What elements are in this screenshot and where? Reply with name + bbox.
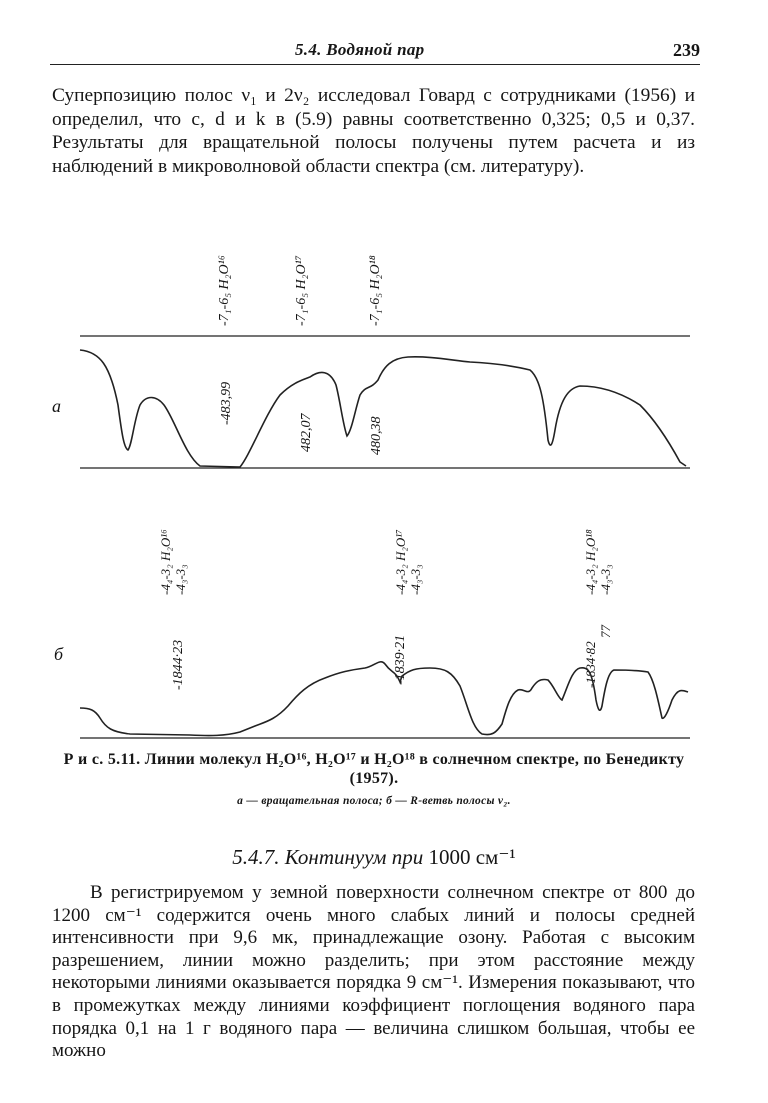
panel-a-label: а xyxy=(52,396,61,416)
figure-5-11 xyxy=(40,200,710,760)
header-rule xyxy=(50,64,700,65)
page-number: 239 xyxy=(673,40,700,60)
spectrum-figure xyxy=(40,200,710,760)
figure-caption: Р и с. 5.11. Линии молекул H₂O¹⁶, H₂O¹⁷ и H₂O¹⁸ в солнечном спектре, по Бенедикту (1957). xyxy=(63,751,685,787)
panel-a-value-label-1: -483,99 xyxy=(219,381,234,425)
panel-b-line-label-5: -4₄-3₂ H₂O¹⁸ xyxy=(583,529,598,595)
section-heading xyxy=(50,845,698,870)
panel-b-line-label-2: -4₃-3₃ xyxy=(173,564,188,595)
panel-a-line-label-2: -7₁-6₅ H₂O¹⁷ xyxy=(294,255,309,326)
panel-a-line-label-1: -7₁-6₅ H₂O¹⁶ xyxy=(217,255,232,326)
panel-b-line-label-6: -4₃-3₃ xyxy=(598,564,613,595)
panel-b-line-label-1: -4₄-3₂ H₂O¹⁶ xyxy=(158,529,173,595)
section-number: 5.4.7. xyxy=(232,845,280,869)
panel-b-value-label-1: -1844·23 xyxy=(171,639,186,690)
panel-b-line-label-3: -4₄-3₂ H₂O¹⁷ xyxy=(393,529,408,595)
section-title-value: 1000 см⁻¹ xyxy=(428,845,516,869)
panel-b-value-label-4: 77 xyxy=(598,625,613,638)
panel-b-line-label-4: -4₃-3₃ xyxy=(408,564,423,595)
panel-a-line-label-3: -7₁-6₅ H₂O¹⁸ xyxy=(368,255,383,326)
figure-caption-legend: а — вращательная полоса; б — R-ветвь полосы ν₂. xyxy=(237,795,511,807)
paragraph-1: Суперпозицию полос ν₁ и 2ν₂ исследовал Говард с сотрудниками (1956) и определил, что c, d и k в (5.9) равны соответственно 0,325; 0,5 и 0,37. Результаты для вращательной полосы получены путем расчета и из наблюдений в микроволновой области спектра (см. литературу). xyxy=(52,85,695,177)
panel-b-value-label-3: -1834·82 xyxy=(583,641,598,688)
panel-a-value-label-3: 480,38 xyxy=(369,416,384,455)
panel-b-label: б xyxy=(54,644,64,664)
section-title: Континуум при xyxy=(284,845,424,869)
page-header xyxy=(50,40,700,66)
panel-b-value-label-2: -1839·21 xyxy=(393,634,408,685)
running-title: 5.4. Водяной пар xyxy=(295,40,425,59)
panel-a-value-label-2: 482,07 xyxy=(299,413,314,452)
paragraph-2: В регистрируемом у земной поверхности солнечном спектре от 800 до 1200 см⁻¹ содержится очень много слабых линий и полосы средней интенсивности при 9,6 мк, принадлежащие озону. Работая с высоким разрешением, линии можно разделить; при этом расстояние между некоторыми линиями оказывается порядка 9 см⁻¹. Измерения показывают, что в промежутках между линиями коэффициент поглощения водяного пара порядка 0,1 на 1 г водяного пара — величина слишком большая, чтобы ее можно xyxy=(52,882,695,1062)
